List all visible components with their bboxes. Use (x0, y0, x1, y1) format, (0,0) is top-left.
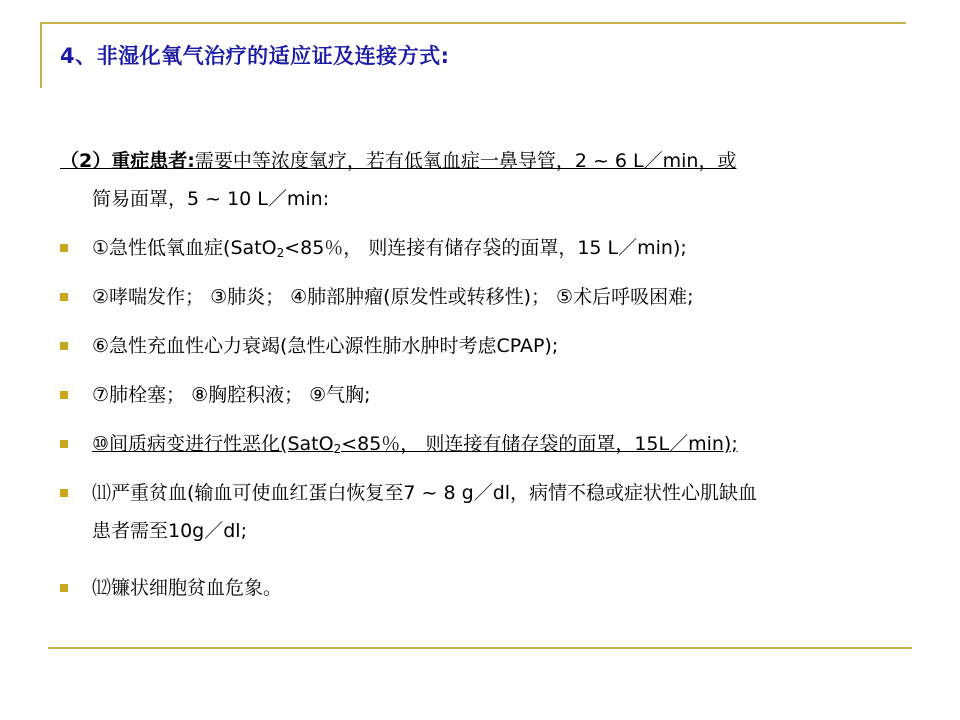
square-bullet-icon (60, 489, 68, 497)
slide-title: 4、非湿化氧气治疗的适应证及连接方式: (60, 44, 450, 68)
top-divider (40, 22, 906, 24)
list-item: ⑿镰状细胞贫血危象。 (92, 569, 922, 607)
square-bullet-icon (60, 342, 68, 350)
intro-underlined-line (60, 150, 736, 172)
square-bullet-icon (60, 440, 68, 448)
left-accent-bar (40, 22, 42, 88)
intro-paragraph (60, 142, 920, 218)
underlined-item-text: ⑩间质病变进行性恶化(SatO$_2$<85％， 则连接有储存袋的面罩，15L／min); (92, 433, 738, 456)
intro-text-1: 需要中等浓度氧疗，若有低氧血症一鼻导管，2 ~ 6 L／min，或 (194, 150, 737, 172)
square-bullet-icon (60, 293, 68, 301)
square-bullet-icon (60, 584, 68, 592)
list-item: ⑦肺栓塞； ⑧胸腔积液； ⑨气胸; (92, 376, 922, 414)
list-item: ⑥急性充血性心力衰竭(急性心源性肺水肿时考虑CPAP); (92, 327, 922, 365)
bottom-divider (48, 647, 912, 649)
list-item: ②哮喘发作； ③肺炎； ④肺部肿瘤(原发性或转移性)； ⑤术后呼吸困难; (92, 278, 922, 316)
list-item (92, 425, 922, 468)
intro-text-2: 简易面罩，5 ~ 10 L／min: (92, 188, 330, 210)
list-item: ⑾严重贫血(输血可使血红蛋白恢复至7 ~ 8 g／dl，病情不稳或症状性心肌缺血 患者需至10g／dl; (92, 474, 922, 550)
square-bullet-icon (60, 391, 68, 399)
list-item: ①急性低氧血症(SatO$_2$<85％， 则连接有储存袋的面罩，15 L／min); (92, 229, 922, 272)
intro-label: （2）重症患者: (60, 150, 195, 172)
square-bullet-icon (60, 244, 68, 252)
